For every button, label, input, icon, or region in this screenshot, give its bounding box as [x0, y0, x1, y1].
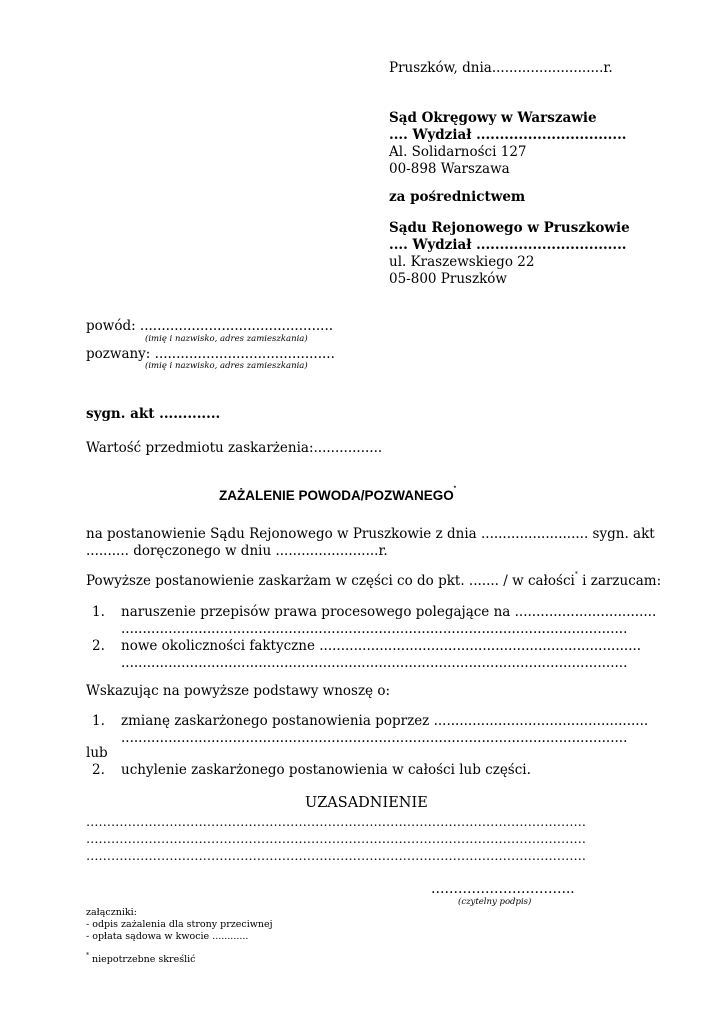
- footnote: [86, 954, 196, 965]
- court2-city: 05-800 Pruszków: [389, 271, 507, 287]
- footnote-mark: *: [86, 952, 89, 959]
- appeal-text-end: i zarzucam:: [577, 573, 662, 589]
- court2-name: Sądu Rejonowego w Pruszkowie: [389, 220, 630, 236]
- charge-continuation: ......................................................................................................................: [121, 655, 628, 671]
- charge-number: 1.: [92, 604, 105, 620]
- request-number: 1.: [92, 713, 105, 729]
- defendant-hint: (imię i nazwisko, adres zamieszkania): [145, 361, 308, 371]
- justification-line: …………………………………………………………………………………………………………: [86, 814, 586, 829]
- justification-line: …………………………………………………………………………………………………………: [86, 831, 586, 846]
- court-name: Sąd Okręgowy w Warszawie: [389, 110, 597, 126]
- attachment-item: - odpis zażalenia dla strony przeciwnej: [86, 919, 273, 930]
- document-title: [219, 488, 456, 503]
- intro-line-1: na postanowienie Sądu Rejonowego w Pruszkowie z dnia ......................... sygn. akt: [86, 526, 655, 542]
- title-footnote-mark: *: [453, 486, 457, 492]
- attachment-item: - opłata sądowa w kwocie ............: [86, 931, 249, 942]
- appeal-footnote-mark: *: [574, 571, 578, 578]
- request-continuation: ......................................................................................................................: [121, 730, 628, 746]
- charge-item: [92, 604, 656, 621]
- charge-continuation: ......................................................................................................................: [121, 621, 628, 637]
- title-text: ZAŻALENIE POWODA/POZWANEGO: [219, 488, 454, 503]
- request-text: zmianę zaskarżonego postanowienia poprzez ..................................................: [121, 713, 649, 729]
- charge-number: 2.: [92, 638, 105, 654]
- request-number: 2.: [92, 762, 105, 778]
- defendant-field: pozwany: ..........................................: [86, 346, 335, 362]
- charge-text: naruszenie przepisów prawa procesowego polegające na .................................: [121, 604, 657, 620]
- claim-value: Wartość przedmiotu zaskarżenia:................: [86, 440, 383, 456]
- request-text: uchylenie zaskarżonego postanowienia w całości lub części.: [121, 762, 531, 778]
- attachments-label: załączniki:: [86, 907, 137, 918]
- plaintiff-hint: (imię i nazwisko, adres zamieszkania): [145, 334, 308, 344]
- request-2: [92, 762, 531, 778]
- justification-title: UZASADNIENIE: [305, 795, 428, 811]
- appeal-text: Powyższe postanowienie zaskarżam w części co do pkt. ....... / w całości: [86, 573, 575, 589]
- signature-line: …………………………..: [431, 881, 575, 897]
- footnote-text: niepotrzebne skreślić: [89, 954, 196, 965]
- or-label: lub: [86, 745, 108, 761]
- appeal-scope: [86, 573, 661, 589]
- intro-paragraph: [86, 526, 655, 560]
- case-number: sygn. akt .............: [86, 406, 221, 422]
- court2-street: ul. Kraszewskiego 22: [389, 254, 535, 270]
- requests-intro: Wskazując na powyższe podstawy wnoszę o:: [86, 683, 391, 699]
- justification-lines: [86, 813, 586, 864]
- court-addressee: [389, 110, 626, 178]
- charge-text: nowe okoliczności faktyczne ...........................................................................: [121, 638, 642, 654]
- via-label: za pośrednictwem: [389, 189, 526, 205]
- plaintiff-field: powód: .............................................: [86, 318, 334, 334]
- attachments: [86, 907, 273, 943]
- charge-item: [92, 638, 656, 655]
- court-city: 00-898 Warszawa: [389, 161, 510, 177]
- intro-line-2: .......... doręczonego w dniu ........................r.: [86, 543, 388, 559]
- court2-department: .... Wydział ................................: [389, 237, 627, 253]
- signature-hint: (czytelny podpis): [458, 897, 532, 907]
- request-1: [92, 713, 648, 747]
- place-date: Pruszków, dnia..........................r.: [389, 60, 613, 76]
- charges-list: [92, 604, 656, 672]
- justification-line: …………………………………………………………………………………………………………: [86, 848, 586, 863]
- court-street: Al. Solidarności 127: [389, 144, 527, 160]
- court-department: .... Wydział ................................: [389, 127, 627, 143]
- intermediary-court: [389, 220, 630, 288]
